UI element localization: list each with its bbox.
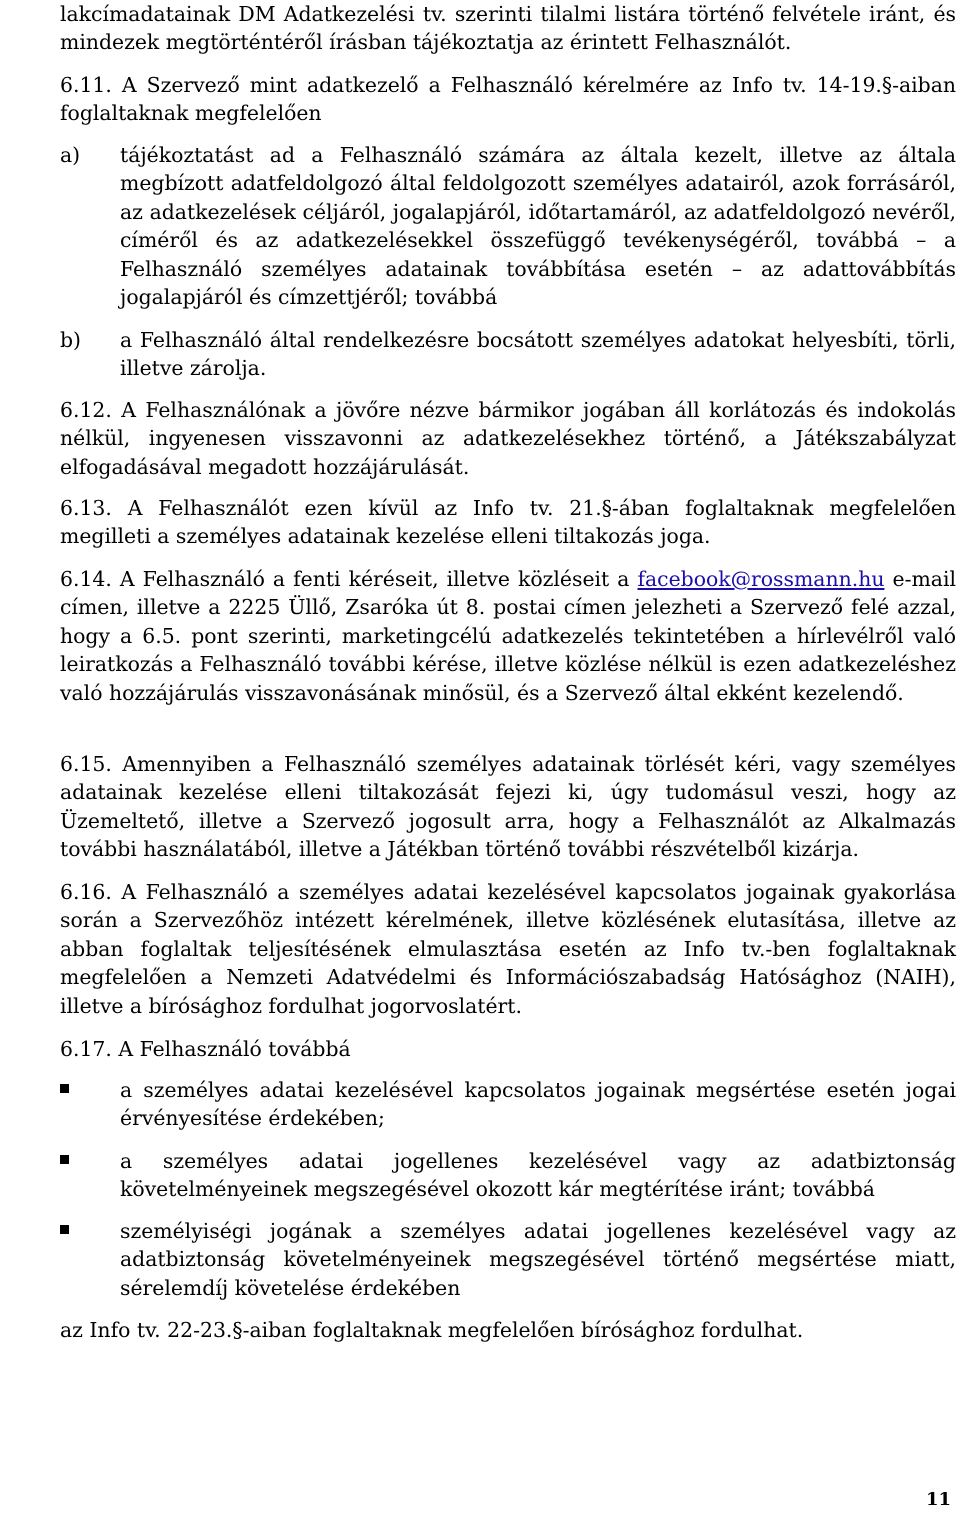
section-6-11-text: [60, 71, 956, 128]
section-body: A Felhasználónak a jövőre nézve bármikor jogában áll korlátozás és indokolás nélkül, ingyenesen visszavonni az adatkezelésekhez történő, a Játékszabályzat elfogadásával megadott hozzájárulását.: [60, 398, 956, 479]
section-number: 6.17.: [60, 1037, 112, 1061]
section-6-13: [60, 494, 956, 551]
section-6-17-closing: az Info tv. 22-23.§-aiban foglaltaknak megfelelően bírósághoz fordulhat.: [60, 1318, 804, 1342]
section-body: A Felhasználó továbbá: [118, 1037, 351, 1061]
bullet-text: személyiségi jogának a személyes adatai jogellenes kezelésével vagy az adatbiztonság követelményeinek megszegésével történő megsértése miatt, sérelemdíj követelése érdekében: [120, 1219, 956, 1300]
section-6-12: [60, 396, 956, 481]
square-bullet-icon: [60, 1155, 69, 1164]
page-number: 11: [925, 1489, 951, 1510]
section-6-11-body: A Szervező mint adatkezelő a Felhasználó kérelmére az Info tv. 14-19.§-aiban foglaltaknak megfelelően: [60, 73, 956, 126]
section-number: 6.15.: [60, 752, 112, 776]
item-label: b): [60, 328, 82, 352]
section-body: Amennyiben a Felhasználó személyes adatainak törlését kéri, vagy személyes adatainak kezelése elleni tiltakozását fejezi ki, úgy tudomásul veszi, hogy az Üzemeltető, illetve a Szervező jogosult arra, hogy a Felhasználót az Alkalmazás további használatából, illetve a Játékban történő további részvételből kizárja.: [60, 752, 957, 862]
bullet-text: a személyes adatai kezelésével kapcsolatos jogainak megsértése esetén jogai érvényesítése érdekében;: [120, 1078, 956, 1131]
section-6-15: [60, 750, 956, 864]
section-6-14: [60, 565, 956, 707]
section-6-16: [60, 878, 956, 1020]
intro-paragraph: lakcímadatainak DM Adatkezelési tv. szerinti tilalmi listára történő felvétele iránt, és mindezek megtörténtéről írásban tájékoztatja az érintett Felhasználót.: [60, 2, 956, 55]
section-body: A Felhasználó a személyes adatai kezelésével kapcsolatos jogainak gyakorlása során a Szervezőhöz intézett kérelmének, illetve közlésének elutasítása, illetve az abban foglaltak teljesítésének elmulasztása esetén az Info tv.-ben foglaltaknak megfelelően a Nemzeti Adatvédelmi és Információszabadság Hatósághoz (NAIH), illetve a bírósághoz fordulhat jogorvoslatért.: [60, 880, 956, 1018]
square-bullet-icon: [60, 1084, 69, 1093]
section-number: 6.12.: [60, 398, 112, 422]
section-6-17: [60, 1035, 956, 1063]
item-label: a): [60, 143, 81, 167]
section-body-start: A Felhasználó a fenti kéréseit, illetve közléseit a: [119, 567, 638, 591]
square-bullet-icon: [60, 1225, 69, 1234]
item-text: tájékoztatást ad a Felhasználó számára az általa kezelt, illetve az általa megbízott adatfeldolgozó által feldolgozott személyes adatairól, azok forrásáról, az adatkezelések céljáról, jogalapjáról, időtartamáról, az adatfeldolgozó nevéről, címéről és az adatkezelésekkel összefüggő tevékenységéről, továbbá – a Felhasználó személyes adatainak továbbítása esetén – az adattovábbítás jogalapjáról és címzettjéről; továbbá: [120, 143, 956, 310]
section-6-11-number: 6.11.: [60, 73, 112, 97]
section-number: 6.14.: [60, 567, 112, 591]
item-text: a Felhasználó által rendelkezésre bocsátott személyes adatokat helyesbíti, törli, illetve zárolja.: [120, 328, 956, 381]
section-6-11: [60, 71, 956, 128]
section-number: 6.13.: [60, 496, 112, 520]
section-body: A Felhasználót ezen kívül az Info tv. 21.§-ában foglaltaknak megfelelően megilleti a személyes adatainak kezelése elleni tiltakozás joga.: [60, 496, 957, 549]
bullet-text: a személyes adatai jogellenes kezelésével vagy az adatbiztonság követelményeinek megszegésével okozott kár megtérítése iránt; továbbá: [120, 1149, 956, 1202]
email-link[interactable]: facebook@rossmann.hu: [637, 567, 885, 591]
section-number: 6.16.: [60, 880, 112, 904]
section-body-end: e-mail címen, illetve a 2225 Üllő, Zsaróka út 8. postai címen jelezheti a Szervező felé azzal, hogy a 6.5. pont szerinti, marketingcélú adatkezelés tekintetében a hírlevélről való leiratkozás a Felhasználó további kérése, illetve közlése nélkül is ezen adatkezeléshez való hozzájárulás visszavonásának minősül, és a Szervező által ekként kezelendő.: [60, 567, 956, 705]
